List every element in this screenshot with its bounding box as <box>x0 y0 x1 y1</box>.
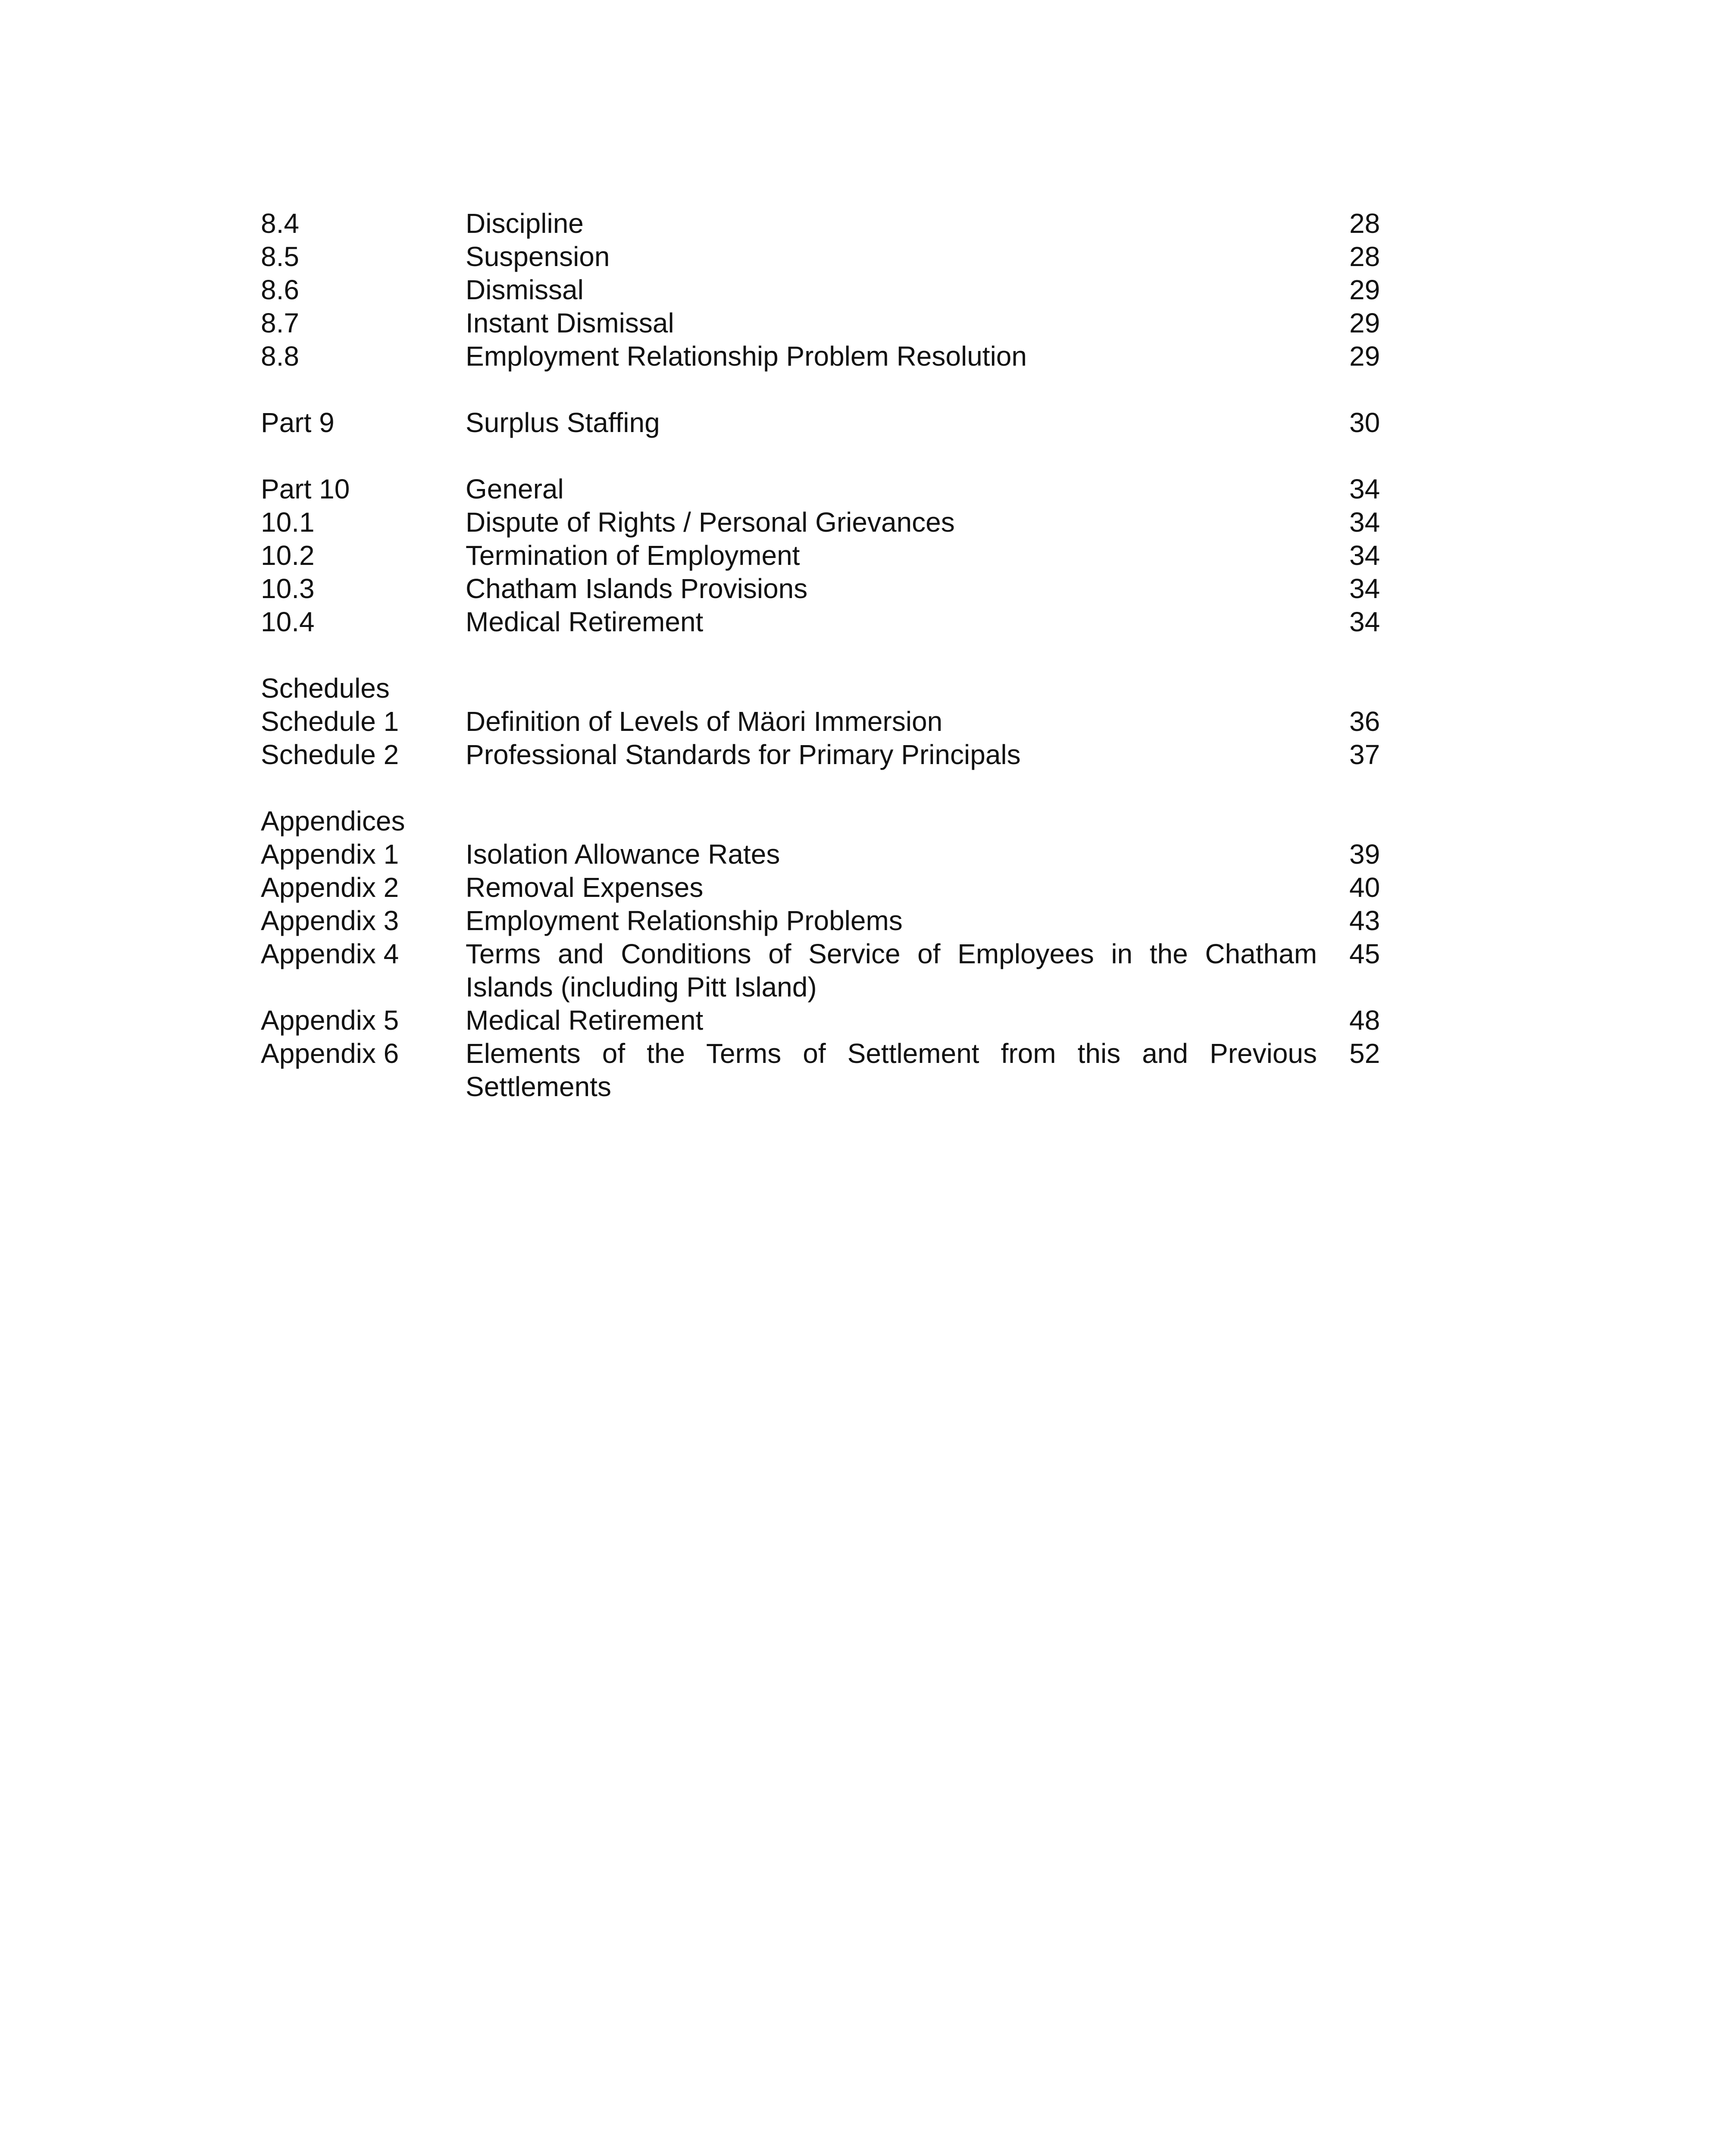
toc-title: Suspension <box>466 241 610 272</box>
toc-number: Appendix 3 <box>261 905 399 936</box>
toc-number: 8.6 <box>261 274 299 305</box>
toc-title: Isolation Allowance Rates <box>466 839 780 870</box>
toc-row <box>261 340 1382 373</box>
toc-page: 52 <box>1349 1038 1380 1069</box>
toc-title: Discipline <box>466 208 584 239</box>
toc-row <box>261 937 1382 1004</box>
toc-number: 10.2 <box>261 540 315 571</box>
toc-page: 40 <box>1349 872 1380 903</box>
toc-title: Surplus Staffing <box>466 407 660 438</box>
toc-number: Appendix 6 <box>261 1038 399 1069</box>
toc-title: Dismissal <box>466 274 584 305</box>
toc-number: Appendix 2 <box>261 872 399 903</box>
toc-row <box>261 307 1382 340</box>
toc-number: 10.4 <box>261 606 315 637</box>
toc-row <box>261 738 1382 771</box>
spacer <box>261 373 1382 406</box>
toc-row <box>261 1004 1382 1037</box>
toc-number: Part 9 <box>261 407 335 438</box>
toc-row <box>261 605 1382 639</box>
toc-number: Schedule 1 <box>261 706 399 737</box>
toc-row <box>261 705 1382 738</box>
toc-title: Dispute of Rights / Personal Grievances <box>466 507 955 538</box>
toc-page: 29 <box>1349 274 1380 305</box>
toc-page: 30 <box>1349 407 1380 438</box>
toc-title: Professional Standards for Primary Principals <box>466 739 1021 770</box>
toc-row <box>261 473 1382 506</box>
toc-section-heading <box>261 805 1382 838</box>
toc-row <box>261 273 1382 307</box>
toc-title: Instant Dismissal <box>466 307 674 338</box>
toc-title: Chatham Islands Provisions <box>466 573 808 604</box>
toc-row <box>261 539 1382 572</box>
toc-number: 10.1 <box>261 507 315 538</box>
toc-title: Employment Relationship Problems <box>466 905 903 936</box>
toc-row <box>261 207 1382 240</box>
toc-page: 48 <box>1349 1005 1380 1036</box>
toc-row <box>261 406 1382 439</box>
toc-number: Appendix 5 <box>261 1005 399 1036</box>
toc-page: 34 <box>1349 507 1380 538</box>
toc-heading-label: Schedules <box>261 673 390 704</box>
toc-page: 34 <box>1349 473 1380 505</box>
toc-number: 10.3 <box>261 573 315 604</box>
toc-title: Terms and Conditions of Service of Employees in the Chatham Islands (including Pitt Island) <box>466 938 1317 1003</box>
toc-title: Definition of Levels of Mäori Immersion <box>466 706 943 737</box>
spacer <box>261 771 1382 805</box>
spacer <box>261 639 1382 672</box>
toc-page: 34 <box>1349 606 1380 637</box>
toc-number: 8.5 <box>261 241 299 272</box>
toc-number: Appendix 1 <box>261 839 399 870</box>
spacer <box>261 439 1382 473</box>
toc-page: 29 <box>1349 341 1380 372</box>
toc-row <box>261 904 1382 937</box>
toc-number: Part 10 <box>261 473 350 505</box>
toc-section-heading <box>261 672 1382 705</box>
toc-row <box>261 572 1382 605</box>
toc-number: 8.4 <box>261 208 299 239</box>
toc-page: 39 <box>1349 839 1380 870</box>
toc-title: Elements of the Terms of Settlement from this and Previous Settlements <box>466 1038 1317 1102</box>
toc-title: Employment Relationship Problem Resolution <box>466 341 1027 372</box>
toc-page: 34 <box>1349 540 1380 571</box>
toc-row <box>261 871 1382 904</box>
toc-number: Schedule 2 <box>261 739 399 770</box>
toc-row <box>261 506 1382 539</box>
toc-title: Medical Retirement <box>466 606 704 637</box>
toc-page: 36 <box>1349 706 1380 737</box>
toc-page: 43 <box>1349 905 1380 936</box>
toc-title: General <box>466 473 564 505</box>
toc-heading-label: Appendices <box>261 805 405 837</box>
toc-page: 28 <box>1349 208 1380 239</box>
toc-number: 8.8 <box>261 341 299 372</box>
table-of-contents <box>261 207 1382 1103</box>
toc-page: 45 <box>1349 938 1380 969</box>
toc-page: 34 <box>1349 573 1380 604</box>
toc-title: Removal Expenses <box>466 872 704 903</box>
toc-number: 8.7 <box>261 307 299 338</box>
toc-number: Appendix 4 <box>261 938 399 969</box>
toc-page: 37 <box>1349 739 1380 770</box>
toc-row <box>261 1037 1382 1103</box>
toc-row <box>261 240 1382 273</box>
toc-title: Termination of Employment <box>466 540 800 571</box>
toc-page: 29 <box>1349 307 1380 338</box>
toc-row <box>261 838 1382 871</box>
toc-title: Medical Retirement <box>466 1005 704 1036</box>
toc-page: 28 <box>1349 241 1380 272</box>
